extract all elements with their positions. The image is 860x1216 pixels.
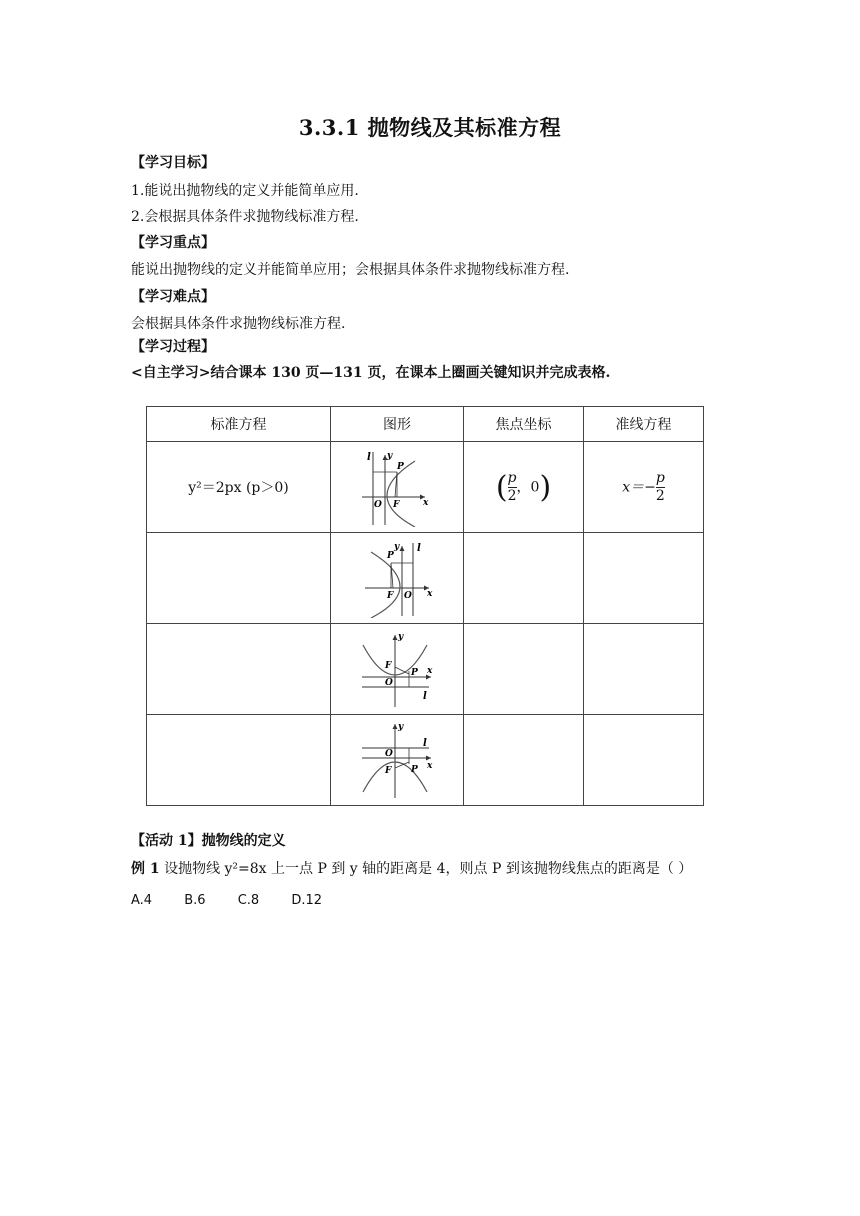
table-row [147,715,704,806]
figure-cell [331,624,464,715]
figure-cell [331,715,464,806]
focus-denominator: 2 [507,487,517,504]
table-row [147,442,704,533]
table-row [147,533,704,624]
svg-text:O: O [385,749,393,759]
svg-text:F: F [385,766,392,776]
example-1 [131,858,692,878]
svg-text:F: F [393,500,400,510]
self-study-instruction: <自主学习>结合课本 130 页—131 页，在课本上圈画关键知识并完成表格. [131,365,611,381]
equation-text: y²＝2px (p＞0) [188,480,289,496]
difficulty-header: 【学习难点】 [131,289,215,305]
svg-text:O: O [404,591,412,601]
goal-1: 1.能说出抛物线的定义并能简单应用. [131,183,359,199]
directrix-denominator: 2 [655,487,665,504]
svg-text:F: F [387,591,394,601]
answer-choices [131,893,350,908]
svg-text:P: P [411,668,418,678]
focus-rest: ，0 [516,479,540,495]
directrix-prefix: x＝− [622,479,656,495]
svg-text:l: l [367,452,371,463]
figure-cell [331,442,464,533]
equation-cell [147,715,331,806]
table-header-row [147,407,704,442]
parabola-down-figure [357,720,437,800]
key-header: 【学习重点】 [131,235,215,251]
directrix-numerator: p [655,469,665,486]
header-figure: 图形 [331,407,464,442]
parabola-left-figure [357,538,437,618]
header-equation: 标准方程 [147,407,331,442]
parabola-table [146,406,704,806]
directrix-cell [584,624,704,715]
focus-numerator: p [507,469,517,486]
goal-header: 【学习目标】 [131,155,215,171]
focus-cell [464,715,584,806]
figure-cell [331,533,464,624]
svg-text:F: F [385,661,392,671]
equation-cell [147,533,331,624]
choice-d: D.12 [291,893,322,908]
svg-text:l: l [417,543,421,554]
directrix-cell [584,442,704,533]
choice-a: A.4 [131,893,153,908]
header-directrix: 准线方程 [584,407,704,442]
focus-cell [464,624,584,715]
key-text: 能说出抛物线的定义并能简单应用；会根据具体条件求抛物线标准方程. [131,262,570,278]
svg-text:x: x [427,666,433,676]
goal-2: 2.会根据具体条件求抛物线标准方程. [131,209,359,225]
process-header: 【学习过程】 [131,339,215,355]
example-label: 例 1 [131,861,160,877]
svg-text:x: x [423,498,429,508]
svg-text:x: x [427,761,433,771]
choice-c: C.8 [237,893,260,908]
focus-cell: ( $\frac{p}{2}$ ，0) [464,442,584,533]
example-text: 设抛物线 y²=8x 上一点 P 到 y 轴的距离是 4，则点 P 到该抛物线焦点的距离是（ ） [164,861,693,877]
svg-text:l: l [423,738,427,749]
activity-header: 【活动 1】抛物线的定义 [131,833,286,849]
svg-text:O: O [374,500,382,510]
focus-cell [464,533,584,624]
page-title: 3.3.1 抛物线及其标准方程 [298,115,562,140]
svg-text:y: y [394,542,400,552]
directrix-cell [584,715,704,806]
svg-text:y: y [398,632,404,642]
svg-text:l: l [423,691,427,702]
svg-text:P: P [397,462,404,472]
svg-text:P: P [387,551,394,561]
svg-text:O: O [385,678,393,688]
svg-text:P: P [411,765,418,775]
equation-cell [147,624,331,715]
parabola-right-figure [357,447,437,527]
equation-cell [147,442,331,533]
header-focus: 焦点坐标 [464,407,584,442]
parabola-up-figure [357,629,437,709]
svg-text:y: y [387,451,393,461]
difficulty-text: 会根据具体条件求抛物线标准方程. [131,316,346,332]
svg-text:y: y [398,722,404,732]
choice-b: B.6 [184,893,206,908]
table-row [147,624,704,715]
directrix-cell [584,533,704,624]
svg-text:x: x [427,589,433,599]
